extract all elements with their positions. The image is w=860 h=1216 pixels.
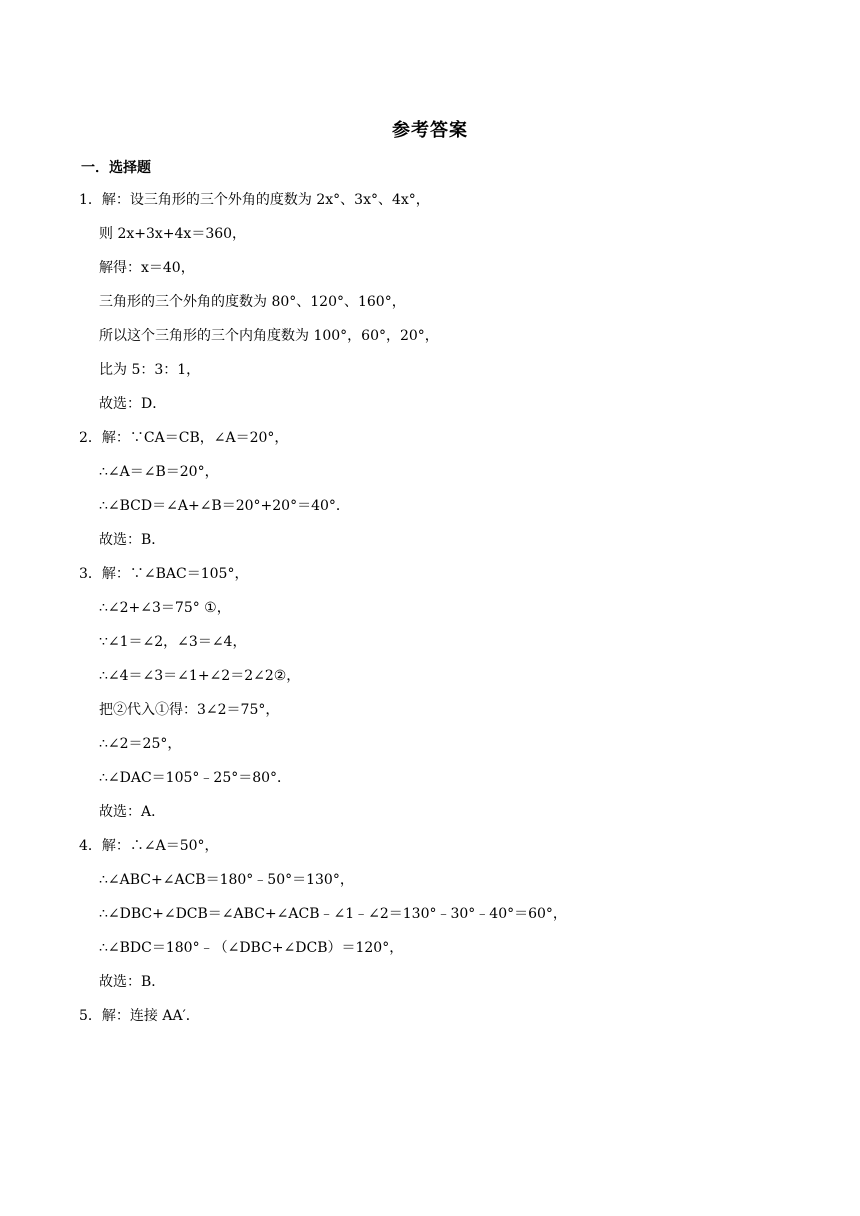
answer-line: ∵∠1＝∠2，∠3＝∠4， xyxy=(99,634,247,650)
answer-line: 故选：B． xyxy=(99,974,166,990)
section-heading: 一．选择题 xyxy=(81,160,151,176)
answer-line: ∴∠BCD＝∠A+∠B＝20°+20°＝40°． xyxy=(99,498,350,514)
answer-line: 故选：B． xyxy=(99,532,166,548)
answer-line: ∴∠DAC＝105°﹣25°＝80°． xyxy=(99,770,292,786)
answer-line: ∴∠BDC＝180°﹣（∠DBC+∠DCB）＝120°， xyxy=(99,940,404,956)
answer-line-numbered: 4．解：∴∠A＝50°， xyxy=(79,838,219,854)
answer-line: ∴∠2＝25°， xyxy=(99,736,182,752)
answer-line: ∴∠A＝∠B＝20°， xyxy=(99,464,219,480)
answer-line: 比为 5：3：1， xyxy=(99,362,201,378)
answer-line: 所以这个三角形的三个内角度数为 100°，60°，20°， xyxy=(99,328,439,344)
answer-line: 则 2x+3x+4x＝360， xyxy=(99,226,247,242)
answer-line-numbered: 2．解：∵CA＝CB，∠A＝20°， xyxy=(79,430,289,446)
answer-line: ∴∠2+∠3＝75° ①， xyxy=(99,600,231,616)
answer-line: 故选：A． xyxy=(99,804,166,820)
page-title: 参考答案 xyxy=(392,120,468,141)
answer-line: 三角形的三个外角的度数为 80°、120°、160°， xyxy=(99,294,406,310)
answer-line: ∴∠4＝∠3＝∠1+∠2＝2∠2②， xyxy=(99,668,301,684)
answer-line-numbered: 1．解：设三角形的三个外角的度数为 2x°、3x°、4x°， xyxy=(79,192,430,208)
answer-line: 把②代入①得：3∠2＝75°， xyxy=(99,702,280,718)
answer-line: 故选：D． xyxy=(99,396,167,412)
answer-line-numbered: 5．解：连接 AA′． xyxy=(79,1008,200,1024)
answer-line: 解得：x＝40， xyxy=(99,260,195,276)
answer-line-numbered: 3．解：∵∠BAC＝105°， xyxy=(79,566,249,582)
answer-line: ∴∠ABC+∠ACB＝180°﹣50°＝130°， xyxy=(99,872,354,888)
answer-line: ∴∠DBC+∠DCB＝∠ABC+∠ACB﹣∠1﹣∠2＝130°﹣30°﹣40°＝60°， xyxy=(99,906,567,922)
